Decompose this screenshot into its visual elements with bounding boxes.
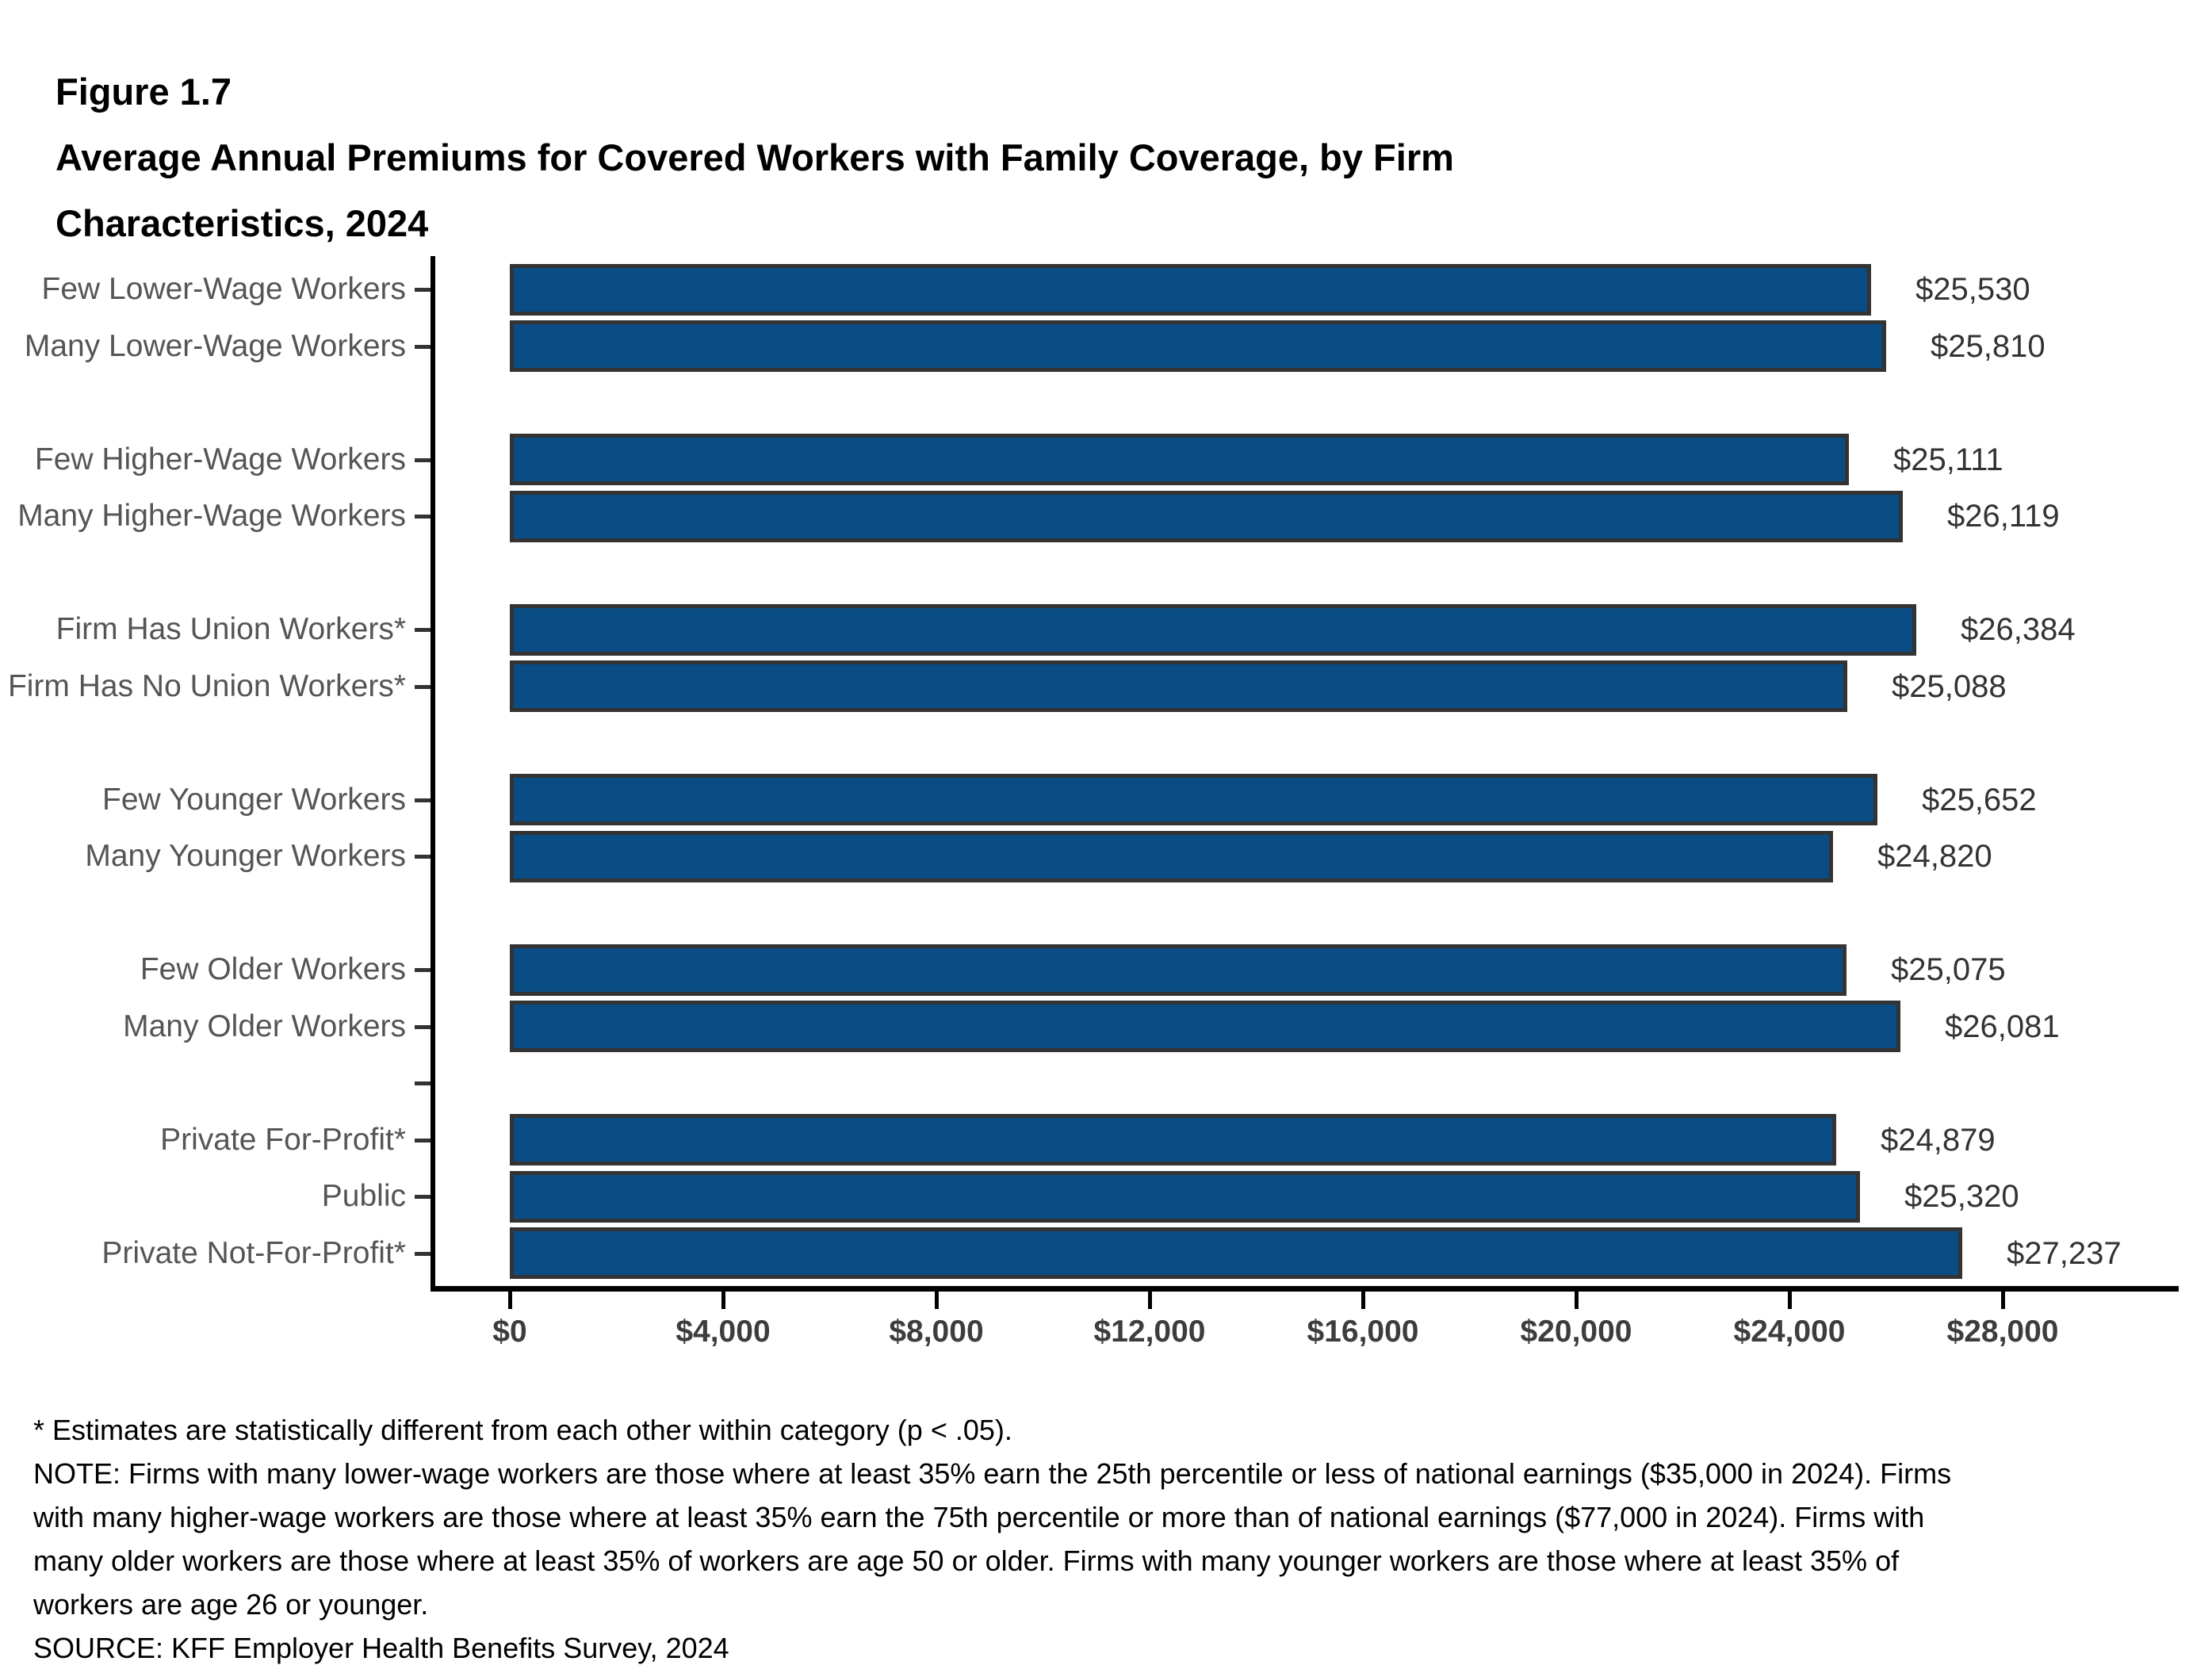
y-axis-tick <box>415 1252 431 1256</box>
category-label: Private Not-For-Profit* <box>101 1235 406 1270</box>
bar <box>510 1171 1860 1223</box>
bar <box>510 491 1903 542</box>
bar-value-label: $25,810 <box>1931 328 2046 364</box>
category-label: Few Lower-Wage Workers <box>41 272 406 306</box>
bar-value-label: $25,088 <box>1892 668 2007 704</box>
bar <box>510 604 1916 656</box>
bar-value-label: $25,111 <box>1893 442 2003 477</box>
bar <box>510 660 1847 712</box>
x-axis-tick-label: $20,000 <box>1520 1315 1632 1349</box>
x-axis-tick <box>1148 1292 1152 1309</box>
y-axis-tick <box>415 798 431 802</box>
bar <box>510 1114 1836 1166</box>
x-axis-tick <box>935 1292 939 1309</box>
y-axis-tick <box>415 1139 431 1143</box>
category-label: Many Older Workers <box>123 1009 406 1043</box>
footnote-note-line-2: with many higher-wage workers are those where at least 35% earn the 75th percentile or more than of national earnings ($77,000 in 2024). Firms with <box>33 1501 1925 1533</box>
footnote-note-line-1: NOTE: Firms with many lower-wage workers are those where at least 35% earn the 25th percentile or less of national earnings ($35,000 in 2024). Firms <box>33 1457 1952 1490</box>
x-axis-line <box>431 1286 2179 1292</box>
chart-footnotes <box>33 1408 1951 1665</box>
y-axis-tick <box>415 458 431 462</box>
bar <box>510 1001 1900 1052</box>
category-label: Many Lower-Wage Workers <box>24 328 406 363</box>
bar <box>510 264 1871 316</box>
y-axis-tick <box>415 288 431 292</box>
bar-value-label: $25,075 <box>1891 952 2006 987</box>
bar-value-label: $27,237 <box>2007 1235 2122 1271</box>
bar <box>510 320 1886 372</box>
y-axis-tick <box>415 345 431 349</box>
x-axis-tick <box>508 1292 512 1309</box>
category-label: Firm Has No Union Workers* <box>7 668 406 703</box>
x-axis-tick <box>1575 1292 1579 1309</box>
x-axis-tick-label: $16,000 <box>1307 1315 1419 1349</box>
bar-value-label: $25,652 <box>1922 782 2037 817</box>
footnote-note-line-3: many older workers are those where at least 35% of workers are age 50 or older. Firms with many younger workers are those where at least 35% of <box>33 1544 1900 1577</box>
category-label: Few Higher-Wage Workers <box>34 442 406 477</box>
category-label: Many Higher-Wage Workers <box>17 499 406 533</box>
chart-title-line2: Characteristics, 2024 <box>55 202 429 244</box>
x-axis-tick-label: $24,000 <box>1733 1315 1846 1349</box>
bar-value-label: $25,320 <box>1904 1179 2019 1214</box>
bar <box>510 1227 1962 1279</box>
bar <box>510 434 1849 485</box>
y-axis-tick <box>415 968 431 972</box>
x-axis-tick <box>721 1292 725 1309</box>
x-axis-tick-label: $4,000 <box>675 1315 771 1349</box>
category-label: Few Younger Workers <box>102 782 406 817</box>
bar <box>510 944 1847 996</box>
x-axis-tick-label: $12,000 <box>1093 1315 1206 1349</box>
bar-value-label: $24,879 <box>1881 1122 1996 1158</box>
x-axis-tick <box>1788 1292 1792 1309</box>
bar-value-label: $26,384 <box>1961 612 2076 647</box>
category-label: Public <box>321 1179 406 1213</box>
y-axis-tick <box>415 628 431 632</box>
bar <box>510 831 1833 882</box>
category-label: Firm Has Union Workers* <box>55 612 406 646</box>
category-label: Few Older Workers <box>140 952 406 986</box>
x-axis-tick-label: $28,000 <box>1946 1315 2059 1349</box>
bar <box>510 774 1877 825</box>
x-axis-tick-label: $0 <box>492 1315 527 1349</box>
category-label: Many Younger Workers <box>85 839 406 873</box>
y-axis-tick <box>415 1195 431 1199</box>
footnote-asterisk: * Estimates are statistically different from each other within category (p < .05). <box>33 1414 1012 1446</box>
x-axis-tick <box>1361 1292 1365 1309</box>
y-axis-gap-tick <box>415 1081 431 1085</box>
x-axis-tick-label: $8,000 <box>889 1315 984 1349</box>
y-axis-line <box>431 256 435 1292</box>
y-axis-tick <box>415 515 431 519</box>
bar-value-label: $25,530 <box>1915 272 2030 307</box>
y-axis-tick <box>415 1025 431 1029</box>
chart-title-line1: Average Annual Premiums for Covered Workers with Family Coverage, by Firm <box>55 136 1454 178</box>
y-axis-tick <box>415 685 431 689</box>
bar-value-label: $26,081 <box>1945 1009 2060 1044</box>
footnote-note-line-4: workers are age 26 or younger. <box>33 1588 429 1621</box>
x-axis-tick <box>2001 1292 2005 1309</box>
category-label: Private For-Profit* <box>160 1122 406 1157</box>
bar-value-label: $26,119 <box>1947 499 2060 534</box>
figure-number: Figure 1.7 <box>55 71 232 113</box>
footnote-source: SOURCE: KFF Employer Health Benefits Survey, 2024 <box>33 1632 729 1664</box>
y-axis-tick <box>415 855 431 859</box>
bar-value-label: $24,820 <box>1877 839 1992 874</box>
